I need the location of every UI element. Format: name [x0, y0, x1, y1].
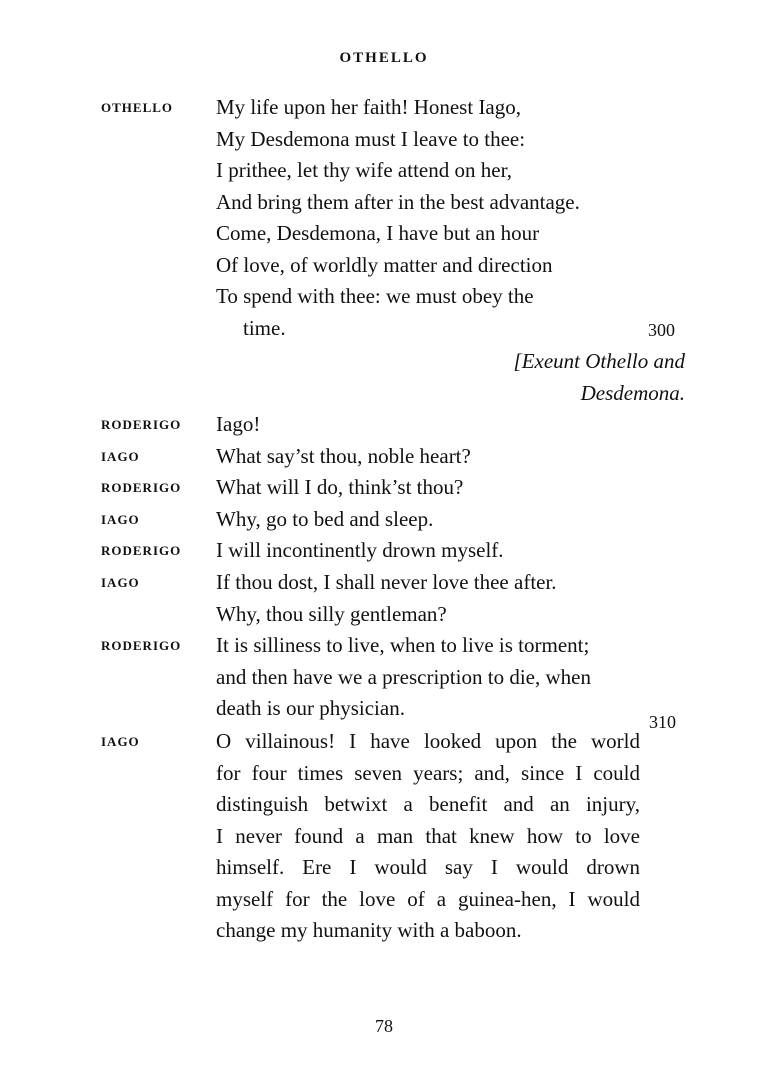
- speech-lines: [216, 472, 463, 504]
- verse-line: I prithee, let thy wife attend on her,: [216, 158, 512, 182]
- prose-line: death is our physician.: [216, 696, 405, 720]
- prose-line: It is silliness to live, when to live is torment;: [216, 633, 590, 657]
- line-number-300: 300: [648, 320, 675, 340]
- speaker-name: IAGO: [101, 449, 140, 464]
- prose-line: myself for the love of a guinea-hen, I would: [216, 886, 640, 911]
- verse-line: Why, go to bed and sleep.: [216, 507, 434, 531]
- prose-line: O villainous! I have looked upon the world: [216, 729, 640, 753]
- verse-line: time.: [243, 315, 286, 340]
- verse-line: What say’st thou, noble heart?: [216, 444, 471, 468]
- speech-lines: [216, 630, 591, 725]
- verse-line: What will I do, think’st thou?: [216, 475, 464, 499]
- verse-line: Come, Desdemona, I have but an hour: [216, 221, 540, 245]
- speech-lines: [216, 409, 260, 441]
- speaker-name: IAGO: [101, 512, 140, 527]
- speech-lines: [216, 92, 580, 344]
- prose-line: I never found a man that knew how to love: [216, 823, 640, 848]
- stage-direction-line: Desdemona.: [580, 380, 685, 405]
- speaker-name: RODERIGO: [101, 543, 182, 558]
- verse-line: Iago!: [216, 412, 261, 436]
- prose-line: himself. Ere I would say I would drown: [216, 855, 640, 879]
- speech-lines: [216, 535, 504, 567]
- speaker-name: IAGO: [101, 575, 140, 590]
- speaker-name: RODERIGO: [101, 480, 182, 495]
- verse-line: My Desdemona must I leave to thee:: [216, 126, 526, 151]
- prose-line: change my humanity with a baboon.: [216, 918, 522, 942]
- speaker-name: OTHELLO: [101, 100, 174, 115]
- prose-line: distinguish betwixt a benefit and an injury,: [216, 792, 640, 816]
- verse-line: And bring them after in the best advantage.: [216, 189, 580, 214]
- verse-line: Of love, of worldly matter and direction: [216, 252, 553, 277]
- speech-lines: [216, 441, 471, 473]
- page-number: 78: [375, 1016, 393, 1036]
- verse-line: My life upon her faith! Honest Iago,: [216, 95, 522, 119]
- prose-line: and then have we a prescription to die, when: [216, 664, 591, 689]
- stage-direction-line: [Exeunt Othello and: [513, 349, 685, 373]
- stage-direction: [514, 346, 685, 409]
- speaker-name: RODERIGO: [101, 417, 182, 432]
- verse-line: If thou dost, I shall never love thee after.: [216, 570, 557, 594]
- speech-lines: [216, 504, 433, 536]
- speaker-name: RODERIGO: [101, 638, 182, 653]
- verse-line: Why, thou silly gentleman?: [216, 601, 447, 626]
- speech-lines: [216, 726, 640, 947]
- running-head: OTHELLO: [339, 50, 429, 66]
- verse-line: I will incontinently drown myself.: [216, 538, 504, 562]
- speech-lines: [216, 567, 557, 630]
- speaker-name: IAGO: [101, 734, 140, 749]
- verse-line: To spend with thee: we must obey the: [216, 284, 534, 308]
- prose-line: for four times seven years; and, since I could: [216, 760, 640, 785]
- line-number-310: 310: [649, 712, 676, 732]
